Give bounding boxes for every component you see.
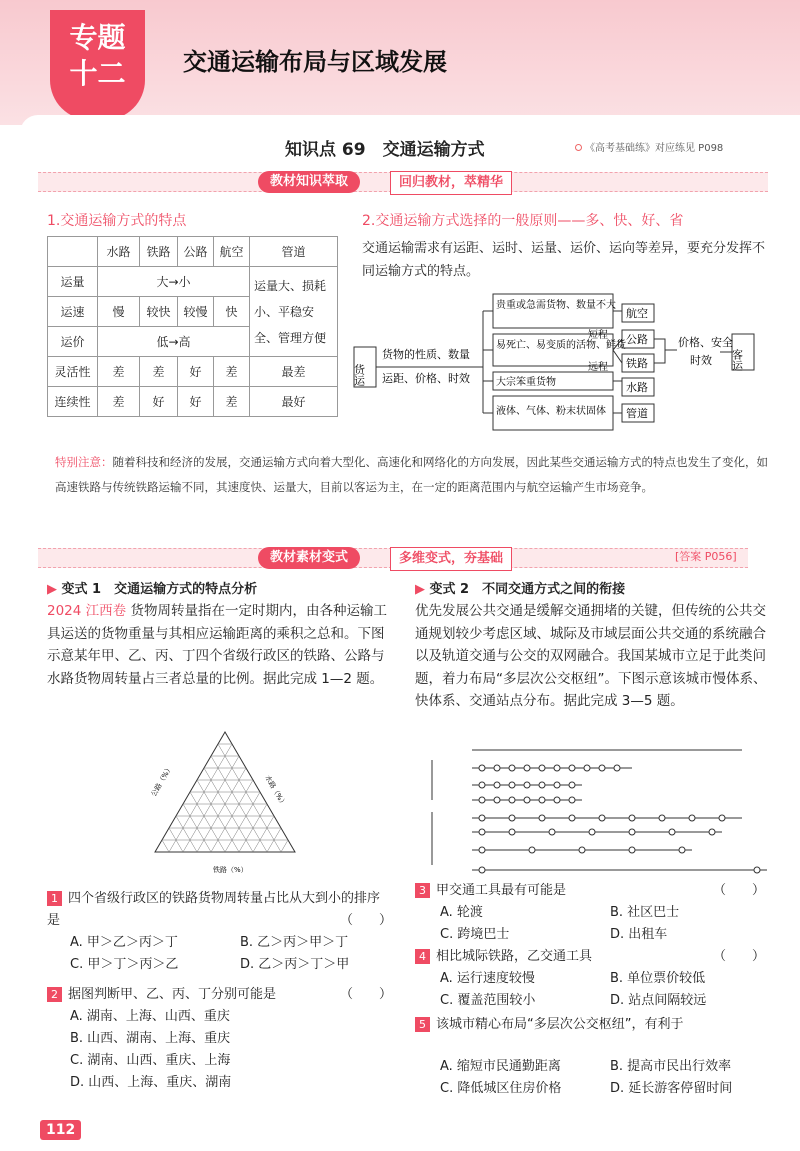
knowledge-point-ref: 《高考基础练》对应练见 P098	[575, 139, 723, 154]
table-row: 运量 大→小 运量大、损耗小、平稳安全、管理方便	[48, 267, 338, 297]
band-sub: 回归教材，萃精华	[390, 171, 512, 195]
station-dot	[479, 765, 485, 771]
question-number: 1	[47, 891, 62, 906]
svg-text:公路: 公路	[626, 333, 648, 346]
station-dot	[599, 815, 605, 821]
paragraph: 交通运输需求有运距、运时、运量、运价、运向等差异，要充分发挥不同运输方式的特点。	[362, 241, 766, 279]
station-dot	[549, 829, 555, 835]
options: A. 轮渡 B. 社区巴士 C. 跨境巴士 D. 出租车	[440, 905, 680, 942]
transport-choice-diagram	[350, 292, 765, 442]
grid-line	[281, 840, 288, 852]
svg-text:液体、气体、粉末状固体: 液体、气体、粉末状固体	[496, 406, 606, 417]
svg-text:易死亡、易变质的活物、鲜货: 易死亡、易变质的活物、鲜货	[496, 340, 626, 351]
table-row: 运价 低→高	[48, 327, 338, 357]
svg-text:水路: 水路	[626, 381, 648, 394]
question-2: 2 据图判断甲、乙、丙、丁分别可能是 （ ）	[47, 984, 392, 1006]
table-row: 灵活性 差 差 好 差 最差	[48, 357, 338, 387]
station-dot	[509, 829, 515, 835]
band-label: 教材素材变式	[258, 547, 360, 569]
band-label: 教材知识萃取	[258, 171, 360, 193]
station-dot	[569, 765, 575, 771]
table-row: 连续性 差 好 好 差 最好	[48, 387, 338, 417]
grid-line	[190, 792, 225, 852]
section-heading: 1.交通运输方式的特点	[47, 213, 187, 229]
station-dot	[494, 765, 500, 771]
station-dot	[539, 765, 545, 771]
station-dot	[599, 765, 605, 771]
station-dot	[479, 847, 485, 853]
svg-text:管道: 管道	[626, 407, 648, 420]
question-number: 5	[415, 1017, 430, 1032]
svg-text:贵重或急需货物、数量不大: 贵重或急需货物、数量不大	[496, 300, 616, 311]
transport-table	[47, 236, 338, 417]
station-dot	[479, 867, 485, 873]
special-note: 特别注意：随着科技和经济的发展，交通运输方式向着大型化、高速化和网络化的方向发展，因此某些交通运输方式的特点也发生了变化，如高速铁路与传统铁路运输不同，其速度快、运量大，目前以客运为主，在一定的距离范围内与航空运输产生市场竞争。	[55, 455, 768, 494]
station-dot	[509, 815, 515, 821]
variant-heading: ▶ 变式 1 交通运输方式的特点分析	[47, 582, 258, 597]
play-icon: ▶	[47, 582, 62, 597]
svg-text:航空: 航空	[626, 307, 648, 320]
question-number: 3	[415, 883, 430, 898]
station-dot	[579, 847, 585, 853]
station-dot	[494, 797, 500, 803]
station-dot	[494, 782, 500, 788]
station-markers	[479, 765, 760, 873]
grid-line	[162, 840, 169, 852]
station-dot	[539, 797, 545, 803]
page-number: 112	[40, 1120, 81, 1140]
ternary-grid	[162, 744, 288, 852]
svg-text:时效: 时效	[690, 354, 712, 367]
chapter-header	[0, 0, 800, 125]
svg-text:运距、价格、时效: 运距、价格、时效	[382, 372, 470, 385]
answer-ref: [答案 P056]	[675, 550, 737, 563]
question-stem: 优先发展公共交通是缓解交通拥堵的关键，但传统的公共交通规划较少考虑区域、城际及市域层面公共交通的系统融合以及轨道交通与公交的双网融合。我国某城市立足于此类问题，着力布局“多层次公交枢纽”。下图示意该城市慢体系、快体系、交通站点分布。据此完成 3—5 题。	[415, 603, 767, 709]
station-dot	[524, 765, 530, 771]
question-number: 2	[47, 987, 62, 1002]
grid-line	[169, 744, 232, 852]
station-dot	[614, 765, 620, 771]
station-dot	[479, 829, 485, 835]
station-dot	[509, 765, 515, 771]
station-dot	[679, 847, 685, 853]
station-dot	[719, 815, 725, 821]
svg-text:价格、安全: 价格、安全	[678, 336, 733, 349]
svg-text:远程: 远程	[588, 362, 608, 373]
question-4: 4 相比城际铁路，乙交通工具 （ ）	[415, 946, 765, 968]
table-row: 水路 铁路 公路 航空 管道	[48, 237, 338, 267]
svg-text:铁路（%）: 铁路（%）	[213, 866, 248, 874]
station-dot	[554, 797, 560, 803]
station-dot	[584, 765, 590, 771]
svg-text:公路（%）: 公路（%）	[149, 763, 175, 798]
question-stem: 2024 江西卷 货物周转量指在一定时期内，由各种运输工具运送的货物重量与其相应运输距离的乘积之总和。下图示意某年甲、乙、丙、丁四个省级行政区的铁路、公路与水路货物周转量占三者总量的比例。据此完成 1—2 题。	[47, 603, 387, 687]
question-5: 5 该城市精心布局“多层次公交枢纽”，有利于	[415, 1014, 765, 1036]
grid-line	[253, 816, 274, 852]
question-1: 1 四个省级行政区的铁路货物周转量占比从大到小的排序是 （ ）	[47, 891, 392, 928]
options: A. 湖南、上海、山西、重庆 B. 山西、湖南、上海、重庆 C. 湖南、山西、重庆、上海 D. 山西、上海、重庆、湖南	[70, 1009, 232, 1090]
station-dot	[539, 815, 545, 821]
station-dot	[569, 782, 575, 788]
topic-badge: 专题 十二	[50, 10, 145, 120]
transit-diagram	[412, 740, 772, 875]
ternary-chart	[125, 722, 325, 882]
play-icon: ▶	[415, 582, 430, 597]
grid-line	[197, 768, 246, 852]
station-dot	[569, 815, 575, 821]
bullet-icon	[575, 144, 582, 151]
station-dot	[629, 847, 635, 853]
chapter-title: 交通运输布局与区域发展	[183, 48, 447, 76]
svg-text:水路（%）: 水路（%）	[263, 774, 288, 809]
station-dot	[509, 797, 515, 803]
station-dot	[589, 829, 595, 835]
station-dot	[669, 829, 675, 835]
station-dot	[659, 815, 665, 821]
station-dot	[754, 867, 760, 873]
station-dot	[529, 847, 535, 853]
station-dot	[539, 782, 545, 788]
grid-line	[218, 744, 281, 852]
section-heading: 2.交通运输方式选择的一般原则——多、快、好、省	[362, 213, 684, 229]
station-dot	[629, 815, 635, 821]
svg-text:短程: 短程	[588, 330, 608, 341]
svg-text:客运: 客运	[730, 349, 744, 371]
knowledge-point-title: 知识点 69 交通运输方式	[285, 140, 485, 160]
svg-text:货物的性质、数量: 货物的性质、数量	[382, 348, 470, 361]
question-number: 4	[415, 949, 430, 964]
station-dot	[524, 782, 530, 788]
station-dot	[709, 829, 715, 835]
grid-line	[204, 768, 253, 852]
grid-line	[176, 816, 197, 852]
station-dot	[554, 765, 560, 771]
station-dot	[479, 797, 485, 803]
station-dot	[509, 782, 515, 788]
station-dot	[689, 815, 695, 821]
table-row: 运速 慢 较快 较慢 快	[48, 297, 338, 327]
svg-text:货运: 货运	[352, 364, 366, 386]
station-dot	[629, 829, 635, 835]
station-dot	[479, 815, 485, 821]
variant-heading: ▶ 变式 2 不同交通方式之间的衔接	[415, 582, 626, 597]
station-dot	[554, 782, 560, 788]
options: A. 甲＞乙＞丙＞丁 B. 乙＞丙＞甲＞丁 C. 甲＞丁＞丙＞乙 D. 乙＞丙＞丁＞甲	[70, 935, 350, 972]
options: A. 缩短市民通勤距离 B. 提高市民出行效率 C. 降低城区住房价格 D. 延长游客停留时间	[440, 1059, 733, 1096]
grid-line	[225, 792, 260, 852]
question-3: 3 甲交通工具最有可能是 （ ）	[415, 880, 765, 902]
station-dot	[569, 797, 575, 803]
svg-text:大宗笨重货物: 大宗笨重货物	[496, 377, 556, 388]
station-dot	[479, 782, 485, 788]
options: A. 运行速度较慢 B. 单位票价较低 C. 覆盖范围较小 D. 站点间隔较远	[440, 971, 707, 1008]
band-sub: 多维变式，夯基础	[390, 547, 512, 571]
svg-text:铁路: 铁路	[626, 357, 648, 370]
station-dot	[524, 797, 530, 803]
